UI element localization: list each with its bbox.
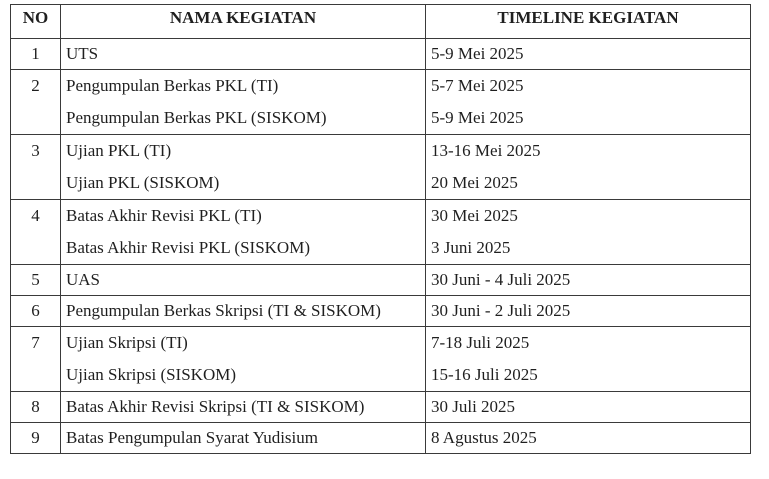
timeline-cell bbox=[426, 70, 751, 135]
header-nama-kegiatan: NAMA KEGIATAN bbox=[61, 5, 426, 39]
table-row bbox=[11, 70, 751, 135]
table-header-row bbox=[11, 5, 751, 39]
timeline-cell bbox=[426, 423, 751, 454]
row-number: 5 bbox=[31, 270, 40, 289]
activity-name-cell bbox=[61, 327, 426, 392]
timeline-cell bbox=[426, 327, 751, 392]
header-timeline-kegiatan: TIMELINE KEGIATAN bbox=[426, 5, 751, 39]
row-number-cell bbox=[11, 265, 61, 296]
timeline-cell bbox=[426, 39, 751, 70]
activity-name: Ujian Skripsi (SISKOM) bbox=[66, 365, 237, 384]
timeline-cell bbox=[426, 392, 751, 423]
activity-name-cell bbox=[61, 39, 426, 70]
activity-name: Batas Pengumpulan Syarat Yudisium bbox=[66, 428, 318, 447]
table-row bbox=[11, 265, 751, 296]
timeline-cell bbox=[426, 200, 751, 265]
activity-name: Ujian PKL (SISKOM) bbox=[66, 173, 220, 192]
table-row bbox=[11, 39, 751, 70]
activity-name-cell bbox=[61, 70, 426, 135]
table-body bbox=[11, 39, 751, 454]
activity-name-cell bbox=[61, 200, 426, 265]
row-number: 9 bbox=[31, 428, 40, 447]
row-number-cell bbox=[11, 70, 61, 135]
activity-timeline: 5-9 Mei 2025 bbox=[431, 108, 524, 127]
timeline-cell bbox=[426, 135, 751, 200]
activity-name: Batas Akhir Revisi PKL (SISKOM) bbox=[66, 238, 310, 257]
schedule-table bbox=[10, 4, 751, 454]
row-number-cell bbox=[11, 296, 61, 327]
table-row bbox=[11, 296, 751, 327]
activity-timeline: 5-7 Mei 2025 bbox=[431, 76, 524, 95]
table-row bbox=[11, 200, 751, 265]
row-number: 6 bbox=[31, 301, 40, 320]
activity-name: UTS bbox=[66, 44, 99, 63]
row-number-cell bbox=[11, 392, 61, 423]
activity-name-cell bbox=[61, 392, 426, 423]
row-number-cell bbox=[11, 327, 61, 392]
table-row bbox=[11, 135, 751, 200]
table-row bbox=[11, 327, 751, 392]
activity-name-cell bbox=[61, 265, 426, 296]
activity-timeline: 30 Mei 2025 bbox=[431, 206, 518, 225]
activity-name: Ujian PKL (TI) bbox=[66, 141, 172, 160]
timeline-cell bbox=[426, 265, 751, 296]
row-number-cell bbox=[11, 200, 61, 265]
timeline-cell bbox=[426, 296, 751, 327]
activity-timeline: 30 Juni - 2 Juli 2025 bbox=[431, 301, 571, 320]
schedule-document bbox=[10, 4, 750, 454]
header-no: NO bbox=[11, 5, 61, 39]
activity-timeline: 7-18 Juli 2025 bbox=[431, 333, 530, 352]
activity-timeline: 13-16 Mei 2025 bbox=[431, 141, 541, 160]
activity-name-cell bbox=[61, 423, 426, 454]
table-row bbox=[11, 423, 751, 454]
activity-timeline: 20 Mei 2025 bbox=[431, 173, 518, 192]
row-number: 7 bbox=[31, 333, 40, 352]
activity-timeline: 3 Juni 2025 bbox=[431, 238, 511, 257]
row-number: 4 bbox=[31, 206, 40, 225]
row-number-cell bbox=[11, 423, 61, 454]
activity-timeline: 30 Juni - 4 Juli 2025 bbox=[431, 270, 571, 289]
activity-timeline: 5-9 Mei 2025 bbox=[431, 44, 524, 63]
activity-timeline: 8 Agustus 2025 bbox=[431, 428, 537, 447]
activity-name-cell bbox=[61, 296, 426, 327]
activity-timeline: 15-16 Juli 2025 bbox=[431, 365, 538, 384]
row-number: 1 bbox=[31, 44, 40, 63]
activity-name: Pengumpulan Berkas Skripsi (TI & SISKOM) bbox=[66, 301, 381, 320]
row-number: 8 bbox=[31, 397, 40, 416]
activity-name: Pengumpulan Berkas PKL (TI) bbox=[66, 76, 279, 95]
row-number-cell bbox=[11, 135, 61, 200]
activity-name: Batas Akhir Revisi PKL (TI) bbox=[66, 206, 262, 225]
activity-name: UAS bbox=[66, 270, 101, 289]
activity-name: Ujian Skripsi (TI) bbox=[66, 333, 188, 352]
row-number: 3 bbox=[31, 141, 40, 160]
activity-name: Pengumpulan Berkas PKL (SISKOM) bbox=[66, 108, 327, 127]
table-row bbox=[11, 392, 751, 423]
row-number: 2 bbox=[31, 76, 40, 95]
row-number-cell bbox=[11, 39, 61, 70]
activity-name-cell bbox=[61, 135, 426, 200]
activity-timeline: 30 Juli 2025 bbox=[431, 397, 516, 416]
activity-name: Batas Akhir Revisi Skripsi (TI & SISKOM) bbox=[66, 397, 365, 416]
